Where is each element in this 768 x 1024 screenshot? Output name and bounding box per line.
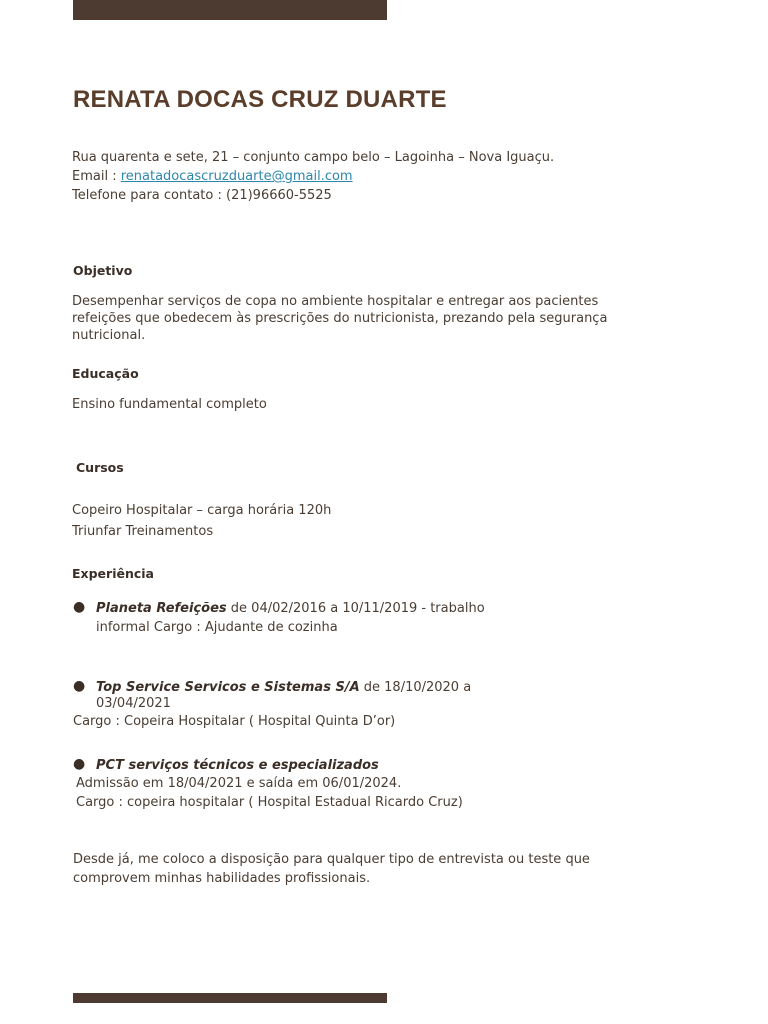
closing-line: Desde já, me coloco a disposição para qualquer tipo de entrevista ou teste que [73,852,590,867]
education-heading: Educação [72,366,139,381]
experience-item-3-role: Cargo : copeira hospitalar ( Hospital Estadual Ricardo Cruz) [76,795,463,810]
bullet-icon: ● [73,678,86,694]
experience-item-2-line2: 03/04/2021 [96,696,171,711]
objective-line: refeições que obedecem às prescrições do nutricionista, prezando pela segurança [72,311,608,326]
course-name: Copeiro Hospitalar – carga horária 120h [72,503,332,518]
objective-text [72,293,652,344]
experience-item-1-line1 [96,600,485,618]
bottom-accent-bar [73,993,387,1003]
objective-line: Desempenhar serviços de copa no ambiente hospitalar e entregar aos pacientes [72,294,599,309]
education-text: Ensino fundamental completo [72,397,267,412]
objective-line: nutricional. [72,328,146,343]
course-institution: Triunfar Treinamentos [72,524,214,539]
company-name: Top Service Servicos e Sistemas S/A [96,680,360,695]
company-name: PCT serviços técnicos e especializados [96,758,379,773]
experience-dates: de 18/10/2020 a [359,680,472,695]
experience-dates: de 04/02/2016 a 10/11/2019 - trabalho [226,601,485,616]
email-line [72,167,353,186]
closing-line: comprovem minhas habilidades profissionais. [73,871,371,886]
bullet-icon: ● [73,599,86,615]
email-link[interactable]: renatadocascruzduarte@gmail.com [120,169,353,184]
experience-heading: Experiência [72,566,154,581]
experience-item-3-line1 [96,757,379,775]
experience-item-1-line2: informal Cargo : Ajudante de cozinha [96,620,338,635]
top-accent-bar [73,0,387,20]
courses-heading: Cursos [76,460,124,475]
experience-item-2-role: Cargo : Copeira Hospitalar ( Hospital Quinta D’or) [73,714,396,729]
candidate-name: RENATA DOCAS CRUZ DUARTE [73,86,447,113]
bullet-icon: ● [73,756,86,772]
phone: Telefone para contato : (21)96660-5525 [72,188,332,203]
address: Rua quarenta e sete, 21 – conjunto campo belo – Lagoinha – Nova Iguaçu. [72,150,555,165]
company-name: Planeta Refeições [96,601,227,616]
experience-item-3-dates: Admissão em 18/04/2021 e saída em 06/01/2024. [76,776,402,791]
objective-heading: Objetivo [73,263,133,278]
email-label: Email : [72,169,121,184]
